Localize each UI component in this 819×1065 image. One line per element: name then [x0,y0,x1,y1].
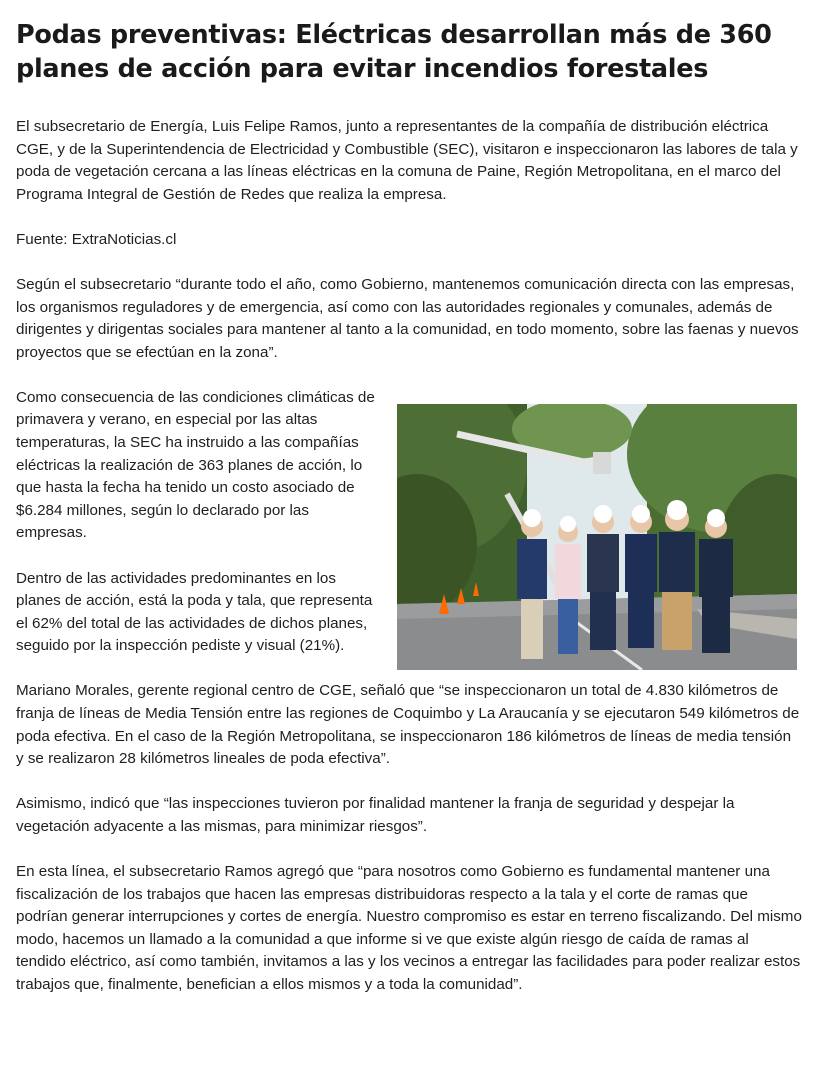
paragraph-poda-tala: Dentro de las actividades predominantes en los planes de acción, está la poda y tala, que representa el 62% del total de las actividades de dichos planes, seguido por la inspección pediste y visual (21%). [16,569,373,655]
paragraph-ramos-final: En esta línea, el subsecretario Ramos agregó que “para nosotros como Gobierno es fundamental mantener una fiscalización de los trabajos que hacen las empresas distribuidoras respecto a la tala y el corte de ramas que podrían generar interrupciones y cortes de energía. Nuestro compromiso es estar en terreno fiscalizando. Del mismo modo, hacemos un llamado a la comunidad a que informe si ve que existe algún riesgo de caída de ramas al tendido eléctrico, así como también, invitamos a las y los vecinos a entregar las facilidades para poder realizar estos trabajos que, finalmente, benefician a ellos mismos y a toda la comunidad”. [16,862,802,993]
paragraph-inspecciones: Asimismo, indicó que “las inspecciones tuvieron por finalidad mantener la franja de seguridad y despejar la vegetación adyacente a las mismas, para minimizar riesgos”. [16,795,735,835]
paragraph-intro: El subsecretario de Energía, Luis Felipe Ramos, junto a representantes de la compañía de distribución eléctrica CGE, y de la Superintendencia de Electricidad y Combustible (SEC), visitaron e inspeccionaron las labores de tala y poda de vegetación cercana a las líneas eléctricas en la comuna de Paine, Región Metropolitana, en el marco del Programa Integral de Gestión de Redes que realiza la empresa. [16,118,798,203]
article-photo [397,404,797,670]
paragraph-source: Fuente: ExtraNoticias.cl [16,230,177,248]
photo-illustration [397,404,797,670]
article [16,18,802,1019]
paragraph-mariano-morales: Mariano Morales, gerente regional centro de CGE, señaló que “se inspeccionaron un total de 4.830 kilómetros de franja de líneas de Media Tensión entre las regiones de Coquimbo y La Araucanía y se ejecutaron 549 kilómetros de poda efectiva. En el caso de la Región Metropolitana, se inspeccionaron 186 kilómetros de líneas de media tensión y se realizaron 28 kilómetros lineales de poda efectiva”. [16,682,800,768]
article-title: Podas preventivas: Eléctricas desarrollan más de 360 planes de acción para evitar incendios forestales [16,20,772,84]
paragraph-planes-accion: Como consecuencia de las condiciones climáticas de primavera y verano, en especial por las altas temperaturas, la SEC ha instruido a las compañías eléctricas la realización de 363 planes de acción, lo que hasta la fecha ha tenido un costo asociado de $6.284 millones, según lo declarado por las empresas. [16,388,375,542]
text-column-left [16,387,381,658]
figure-section [16,387,802,658]
paragraph-quote-subsecretario: Según el subsecretario “durante todo el año, como Gobierno, mantenemos comunicación directa con las empresas, los organismos reguladores y de emergencia, así como con las autoridades regionales y comunales, además de dirigentes y dirigentas sociales para mantener al tanto a la comunidad, en todo momento, sobre las faenas y nuevos proyectos que se efectúan en la zona”. [16,275,799,361]
